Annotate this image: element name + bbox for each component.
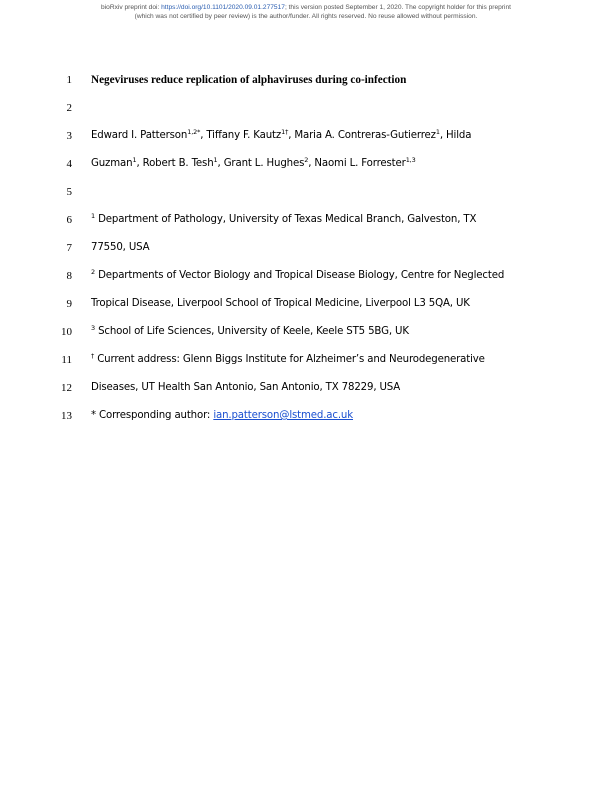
affiliation-marker: 3 bbox=[91, 324, 95, 332]
author-name: , Naomi L. Forrester bbox=[308, 158, 406, 169]
affiliation-body: School of Life Sciences, University of Keele, Keele ST5 5BG, UK bbox=[95, 326, 409, 337]
preprint-header-line-2: (which was not certified by peer review) is the author/funder. All rights reserved. No reuse allowed without permission. bbox=[134, 12, 478, 20]
current-address-text bbox=[91, 352, 485, 368]
author-name: , Hilda bbox=[439, 130, 472, 141]
author-list bbox=[91, 156, 416, 172]
line-number: 4 bbox=[66, 158, 72, 170]
affiliation-body: Departments of Vector Biology and Tropical Disease Biology, Centre for Neglected bbox=[95, 270, 505, 281]
line-number: 8 bbox=[66, 270, 72, 282]
manuscript-line-11 bbox=[0, 352, 612, 368]
line-number: 9 bbox=[66, 298, 72, 310]
line-number: 2 bbox=[66, 102, 72, 114]
manuscript-line-1 bbox=[0, 72, 612, 88]
author-list bbox=[91, 128, 471, 144]
affiliation-marker: 1 bbox=[91, 212, 95, 220]
author-name: Guzman bbox=[91, 158, 133, 169]
email-link[interactable]: ian.patterson@lstmed.ac.uk bbox=[213, 410, 353, 421]
manuscript-line-7 bbox=[0, 240, 612, 256]
current-address-text: Diseases, UT Health San Antonio, San Antonio, TX 78229, USA bbox=[91, 382, 401, 393]
affiliation-text bbox=[91, 212, 476, 228]
manuscript-line-10 bbox=[0, 324, 612, 340]
affiliation-marker: 1 bbox=[132, 156, 137, 164]
author-name: , Robert B. Tesh bbox=[136, 158, 214, 169]
affiliation-text: Tropical Disease, Liverpool School of Tropical Medicine, Liverpool L3 5QA, UK bbox=[91, 298, 470, 309]
current-address-body: Current address: Glenn Biggs Institute for Alzheimer’s and Neurodegenerative bbox=[94, 354, 485, 365]
affiliation-marker: 2 bbox=[91, 268, 95, 276]
affiliation-marker: 1,3 bbox=[405, 156, 416, 164]
manuscript-line-4 bbox=[0, 156, 612, 172]
preprint-header-suffix: ; this version posted September 1, 2020. The copyright holder for this preprint bbox=[284, 4, 511, 11]
author-name: Edward I. Patterson bbox=[91, 130, 188, 141]
manuscript-line-5 bbox=[0, 184, 612, 200]
affiliation-marker: 1 bbox=[213, 156, 218, 164]
line-number: 7 bbox=[66, 242, 72, 254]
doi-link[interactable]: https://doi.org/10.1101/2020.09.01.277517 bbox=[161, 4, 285, 11]
dagger-marker: † bbox=[91, 352, 95, 360]
corresponding-author bbox=[91, 408, 353, 424]
line-number: 12 bbox=[61, 382, 72, 394]
manuscript-line-6 bbox=[0, 212, 612, 228]
manuscript-line-3 bbox=[0, 128, 612, 144]
affiliation-marker: 1† bbox=[281, 128, 289, 136]
paper-title: Negeviruses reduce replication of alphaviruses during co-infection bbox=[91, 74, 407, 86]
author-name: , Maria A. Contreras-Gutierrez bbox=[288, 130, 436, 141]
line-number: 6 bbox=[66, 214, 72, 226]
line-number: 11 bbox=[61, 354, 72, 366]
affiliation-text bbox=[91, 268, 504, 284]
affiliation-text: 77550, USA bbox=[91, 242, 150, 253]
affiliation-marker: 1 bbox=[435, 128, 440, 136]
line-number: 1 bbox=[66, 74, 72, 86]
preprint-header bbox=[0, 4, 612, 21]
affiliation-body: Department of Pathology, University of Texas Medical Branch, Galveston, TX bbox=[95, 214, 477, 225]
line-number: 5 bbox=[66, 186, 72, 198]
manuscript-line-8 bbox=[0, 268, 612, 284]
affiliation-marker: 2 bbox=[304, 156, 309, 164]
line-number: 10 bbox=[61, 326, 72, 338]
manuscript-line-2 bbox=[0, 100, 612, 116]
author-name: , Grant L. Hughes bbox=[217, 158, 305, 169]
line-number: 3 bbox=[66, 130, 72, 142]
manuscript-line-12 bbox=[0, 380, 612, 396]
manuscript-line-9 bbox=[0, 296, 612, 312]
affiliation-text bbox=[91, 324, 409, 340]
preprint-header-prefix: bioRxiv preprint doi: bbox=[101, 4, 162, 11]
manuscript-line-13 bbox=[0, 408, 612, 424]
line-number: 13 bbox=[61, 410, 72, 422]
author-name: , Tiffany F. Kautz bbox=[200, 130, 282, 141]
corresponding-author-label: * Corresponding author: bbox=[91, 410, 214, 421]
preprint-header-line-1 bbox=[0, 4, 612, 13]
affiliation-marker: 1,2* bbox=[187, 128, 201, 136]
